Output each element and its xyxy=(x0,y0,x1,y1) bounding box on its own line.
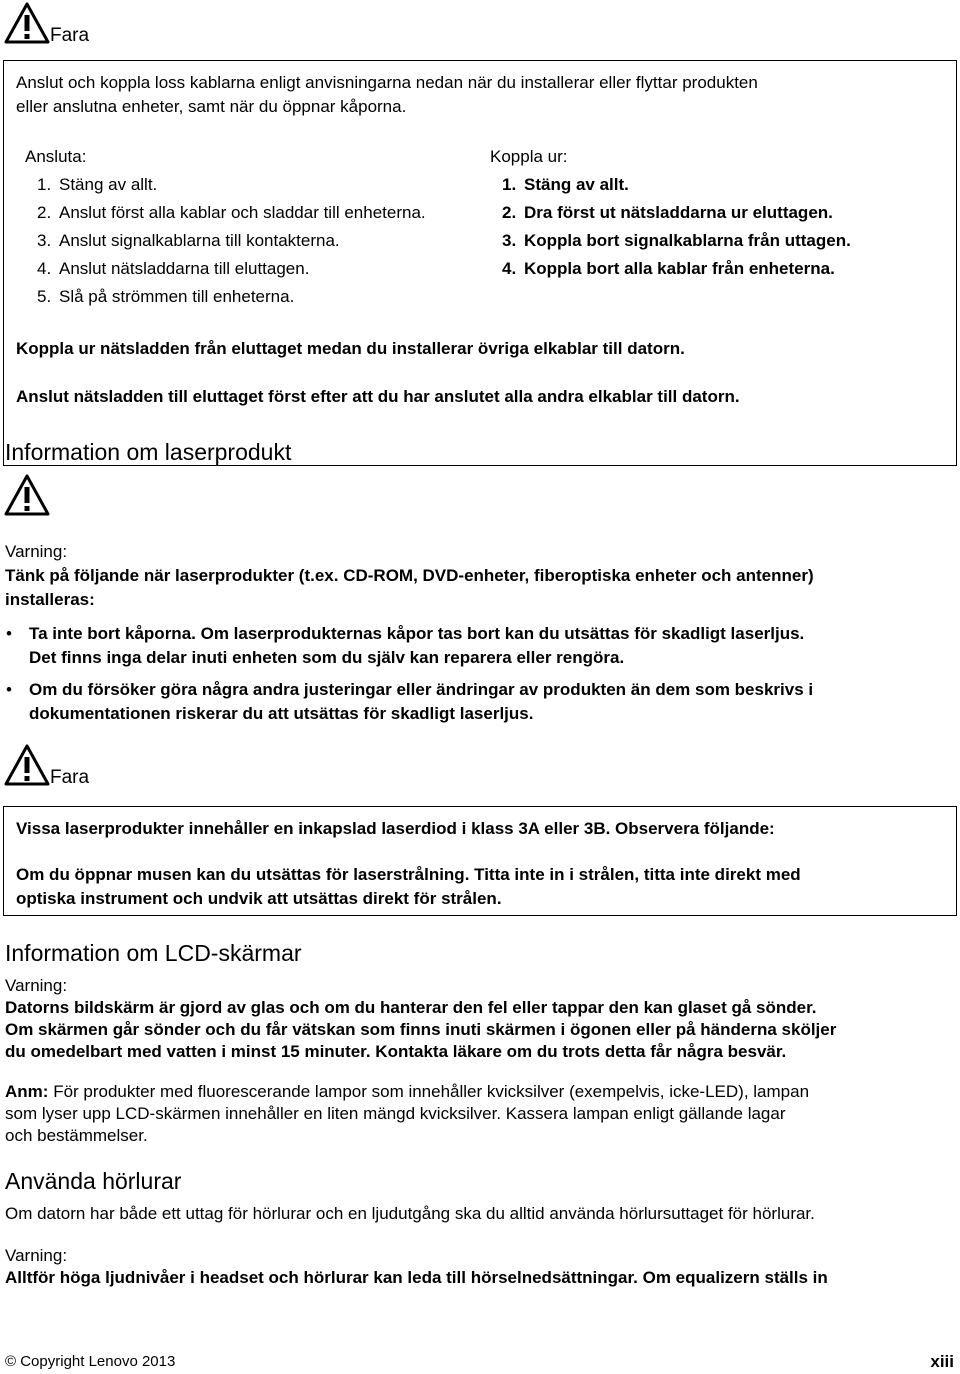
danger2-line1: Vissa laserprodukter innehåller en inkapslad laserdiod i klass 3A eller 3B. Observera följande: xyxy=(16,819,775,838)
list-item: 3. Koppla bort signalkablarna från uttagen. xyxy=(502,231,851,250)
footer-page-number: xiii xyxy=(930,1352,954,1371)
lcd-line2: Om skärmen går sönder och du får vätskan som finns inuti skärmen i ögonen eller på händerna sköljer xyxy=(5,1020,837,1039)
lcd-warning-label: Varning: xyxy=(5,976,68,995)
list-item: 4. Koppla bort alla kablar från enheterna. xyxy=(502,259,835,278)
danger-note1: Koppla ur nätsladden från eluttaget medan du installerar övriga elkablar till datorn. xyxy=(16,339,685,358)
footer-copyright: © Copyright Lenovo 2013 xyxy=(5,1353,176,1370)
danger-label: Fara xyxy=(50,25,90,46)
list-item: 4. Anslut nätsladdarna till eluttagen. xyxy=(37,259,310,278)
danger2-line2: Om du öppnar musen kan du utsättas för laserstrålning. Titta inte in i strålen, titta inte direkt med xyxy=(16,865,801,884)
danger-note2: Anslut nätsladden till eluttaget först efter att du har anslutet alla andra elkablar till datorn. xyxy=(16,387,740,406)
lcd-heading: Information om LCD-skärmar xyxy=(5,940,302,966)
danger-warning-icon xyxy=(4,2,50,51)
bullet-icon: • xyxy=(6,624,12,643)
list-item: 3. Anslut signalkablarna till kontakterna. xyxy=(37,231,340,250)
laser-warning-label: Varning: xyxy=(5,542,68,561)
danger-intro-line1: Anslut och koppla loss kablarna enligt anvisningarna nedan när du installerar eller flyttar produkten xyxy=(16,73,758,92)
laser-intro-line1: Tänk på följande när laserprodukter (t.ex. CD-ROM, DVD-enheter, fiberoptiska enheter och antenner) xyxy=(5,566,814,585)
laser-bullet1-line1: Ta inte bort kåporna. Om laserprodukternas kåpor tas bort kan du utsättas för skadligt laserljus. xyxy=(29,624,805,643)
lcd-line3: du omedelbart med vatten i minst 15 minuter. Kontakta läkare om du trots detta får några besvär. xyxy=(5,1042,787,1061)
laser-bullet1-line2: Det finns inga delar inuti enheten som du själv kan reparera eller rengöra. xyxy=(29,648,625,667)
headphones-line2: Alltför höga ljudnivåer i headset och hörlurar kan leda till hörselnedsättningar. Om equalizern ställs in xyxy=(5,1268,828,1287)
laser-bullet2-line1: Om du försöker göra några andra justeringar eller ändringar av produkten än dem som beskrivs i xyxy=(29,680,814,699)
laser-intro-line2: installeras: xyxy=(5,590,95,609)
connect-title: Ansluta: xyxy=(25,147,87,166)
lcd-note-line1: Anm: För produkter med fluorescerande lampor som innehåller kvicksilver (exempelvis, icke-LED), lampan xyxy=(5,1082,810,1101)
connect-steps-column xyxy=(25,143,426,311)
headphones-warning-label: Varning: xyxy=(5,1246,68,1265)
caution-warning-icon xyxy=(4,474,50,523)
list-item: 1. Stäng av allt. xyxy=(37,175,158,194)
list-item: 2. Dra först ut nätsladdarna ur eluttagen. xyxy=(502,203,833,222)
laser-bullet2-line2: dokumentationen riskerar du att utsättas för skadligt laserljus. xyxy=(29,704,534,723)
danger-box-laser xyxy=(3,806,957,916)
disconnect-title: Koppla ur: xyxy=(490,147,568,166)
headphones-line1: Om datorn har både ett uttag för hörlurar och en ljudutgång ska du alltid använda hörlursuttaget för hörlurar. xyxy=(5,1204,815,1223)
bullet-icon: • xyxy=(6,680,12,699)
list-item: 2. Anslut först alla kablar och sladdar till enheterna. xyxy=(37,203,426,222)
danger-warning-icon xyxy=(4,744,50,793)
lcd-line1: Datorns bildskärm är gjord av glas och om du hanterar den fel eller tappar den kan glaset gå sönder. xyxy=(5,998,817,1017)
danger-intro-line2: eller anslutna enheter, samt när du öppnar kåporna. xyxy=(16,97,407,116)
disconnect-steps-list xyxy=(490,171,851,283)
danger2-line3: optiska instrument och undvik att utsättas direkt för strålen. xyxy=(16,889,502,908)
list-item: 5. Slå på strömmen till enheterna. xyxy=(37,287,295,306)
disconnect-steps-column xyxy=(490,143,851,283)
laser-heading: Information om laserprodukt xyxy=(5,439,292,465)
lcd-note-line2: som lyser upp LCD-skärmen innehåller en liten mängd kvicksilver. Kassera lampan enligt gällande lagar xyxy=(5,1104,786,1123)
lcd-note-label: Anm: xyxy=(5,1082,49,1101)
list-item: 1. Stäng av allt. xyxy=(502,175,629,194)
headphones-heading: Använda hörlurar xyxy=(5,1168,182,1194)
danger-box-cables xyxy=(3,60,957,466)
lcd-note-line3: och bestämmelser. xyxy=(5,1126,148,1145)
connect-steps-list xyxy=(25,171,426,311)
danger-label: Fara xyxy=(50,767,90,788)
